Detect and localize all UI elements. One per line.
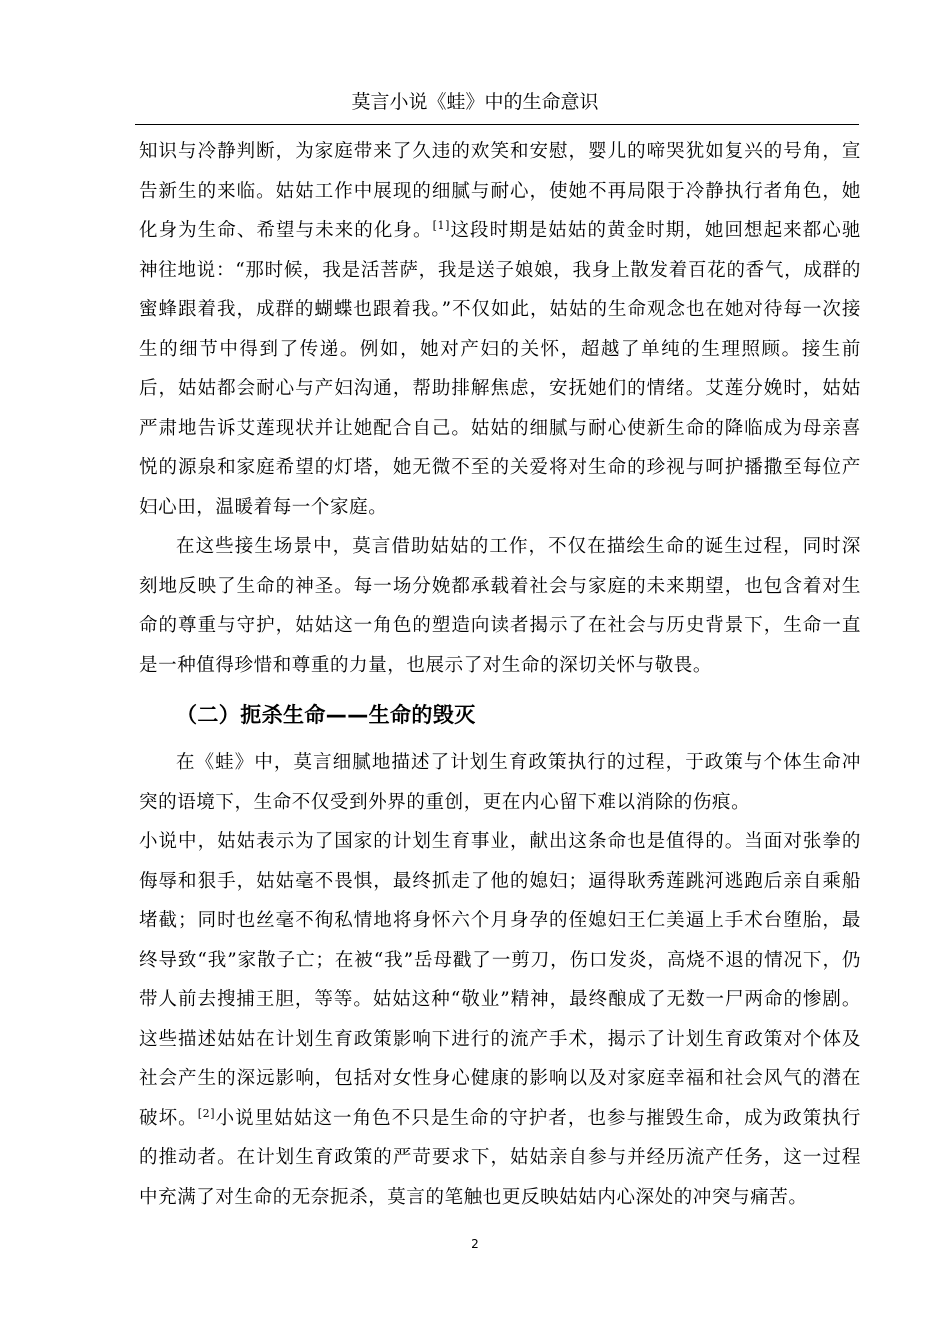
citation-marker: [2] — [197, 1106, 216, 1120]
paragraph-text: 知识与冷静判断，为家庭带来了久违的欢笑和安慰，婴儿的啼哭犹如复兴的号角，宣告新生的来临。姑姑工作中展现的细腻与耐心，使她不再局限于冷静执行者角色，她化身为生命、希望与未来的化身。 — [139, 141, 861, 241]
paragraph-continued — [139, 132, 861, 527]
running-header: 莫言小说《蛙》中的生命意识 — [351, 91, 599, 113]
header-divider — [135, 124, 859, 125]
paragraph: 在这些接生场景中，莫言借助姑姑的工作，不仅在描绘生命的诞生过程，同时深刻地反映了生命的神圣。每一场分娩都承载着社会与家庭的未来期望，也包含着对生命的尊重与守护，姑姑这一角色的塑造向读者揭示了在社会与历史背景下，生命一直是一种值得珍惜和尊重的力量，也展示了对生命的深切关怀与敬畏。 — [139, 536, 861, 676]
paragraph-text: 小说中，姑姑表示为了国家的计划生育事业，献出这条命也是值得的。当面对张拳的侮辱和狠手，姑姑毫不畏惧，最终抓走了他的媳妇；逼得耿秀莲跳河逃跑后亲自乘船堵截；同时也丝毫不徇私情地将身怀六个月身孕的侄媳妇王仁美逼上手术台堕胎，最终导致“我”家散子亡；在被“我”岳母戳了一剪刀，伤口发炎，高烧不退的情况下，仍带人前去搜捕王胆，等等。姑姑这种“敬业”精神，最终酿成了无数一尸两命的惨剧。这些描述姑姑在计划生育政策影响下进行的流产手术，揭示了计划生育政策对个体及社会产生的深远影响，包括对女性身心健康的影响以及对家庭幸福和社会风气的潜在破坏。 — [139, 831, 861, 1129]
paragraph-text: 这段时期是姑姑的黄金时期，她回想起来都心驰神往地说：“那时候，我是活菩萨，我是送子娘娘，我身上散发着百花的香气，成群的蜜蜂跟着我，成群的蝴蝶也跟着我。”不仅如此，姑姑的生命观念也在她对待每一次接生的细节中得到了传递。例如，她对产妇的关怀，超越了单纯的生理照顾。接生前后，姑姑都会耐心与产妇沟通，帮助排解焦虑，安抚她们的情绪。艾莲分娩时，姑姑严肃地告诉艾莲现状并让她配合自己。姑姑的细腻与耐心使新生命的降临成为母亲喜悦的源泉和家庭希望的灯塔，她无微不至的关爱将对生命的珍视与呵护播撒至每位产妇心田，温暖着每一个家庭。 — [139, 220, 861, 518]
page-number: 2 — [471, 1237, 479, 1251]
citation-marker: [1] — [432, 219, 450, 232]
section-heading: （二）扼杀生命——生命的毁灭 — [176, 703, 476, 727]
paragraph-text: 小说里姑姑这一角色不只是生命的守护者，也参与摧毁生命，成为政策执行的推动者。在计划生育政策的严苛要求下，姑姑亲自参与并经历流产任务，这一过程中充满了对生命的无奈扼杀，莫言的笔触也更反映姑姑内心深处的冲突与痛苦。 — [139, 1107, 861, 1208]
paragraph — [139, 822, 861, 1217]
paragraph: 在《蛙》中，莫言细腻地描述了计划生育政策执行的过程，于政策与个体生命冲突的语境下，生命不仅受到外界的重创，更在内心留下难以消除的伤痕。 — [139, 752, 861, 813]
body-text — [139, 132, 861, 1217]
